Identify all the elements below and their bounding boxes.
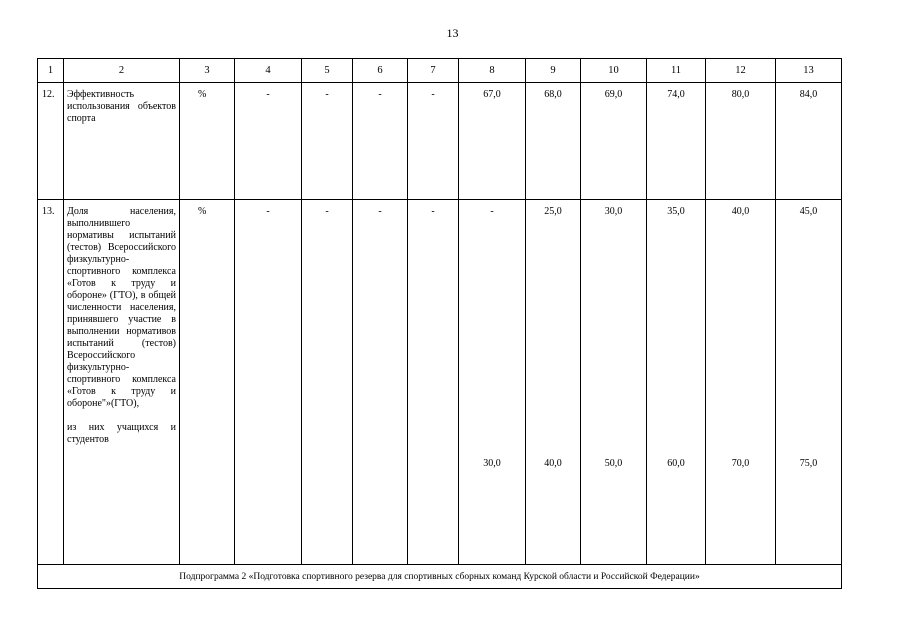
value-cell <box>776 200 842 565</box>
value-cell <box>526 200 581 565</box>
value-cell: 80,0 <box>706 83 776 200</box>
subprogram-title: Подпрограмма 2 «Подготовка спортивного резерва для спортивных сборных команд Курской области и Российской Федерации» <box>38 565 842 589</box>
value-cell: - <box>353 83 408 200</box>
value-cell <box>302 200 353 565</box>
value: 30,0 <box>604 206 623 217</box>
indicators-table <box>37 58 842 589</box>
table-row <box>38 200 842 565</box>
value: - <box>431 206 435 217</box>
value: - <box>490 206 494 217</box>
sub-value: 30,0 <box>483 458 501 469</box>
sub-value: 75,0 <box>799 458 818 469</box>
sub-value: 60,0 <box>667 458 685 469</box>
value-cell <box>408 200 459 565</box>
column-header: 1 <box>38 59 64 83</box>
indicator-description: Эффективность использования объектов спорта <box>64 83 180 200</box>
column-header: 12 <box>706 59 776 83</box>
value: 25,0 <box>544 206 562 217</box>
table-row <box>38 83 842 200</box>
value-cell <box>581 200 647 565</box>
value-cell: - <box>302 83 353 200</box>
value-cell: 67,0 <box>459 83 526 200</box>
page-number: 13 <box>446 26 459 40</box>
indicator-sub-description: из них учащихся и студентов <box>67 422 176 445</box>
value-cell: - <box>235 83 302 200</box>
row-number: 12. <box>38 83 64 200</box>
value: 40,0 <box>731 206 750 217</box>
value: - <box>378 206 382 217</box>
value-cell: 68,0 <box>526 83 581 200</box>
column-header: 4 <box>235 59 302 83</box>
column-header: 5 <box>302 59 353 83</box>
value: 45,0 <box>799 206 818 217</box>
unit-cell: % <box>180 83 235 200</box>
indicator-description-cell <box>64 200 180 565</box>
value-cell <box>353 200 408 565</box>
value: - <box>325 206 329 217</box>
row-number: 13. <box>38 200 64 565</box>
value-cell <box>459 200 526 565</box>
indicator-description: Доля населения, выполнившего нормативы испытаний (тестов) Всероссийского физкультурно-спортивного комплекса «Готов к труду и обороне» (ГТО), в общей численности населения, принявшего участие в выполнении нормативов испытаний (тестов) Всероссийского физкультурно-спортивного комплекса «Готов к труду и обороне"»(ГТО), <box>67 206 176 409</box>
sub-value: 50,0 <box>604 458 623 469</box>
value-cell: 74,0 <box>647 83 706 200</box>
table-header-row <box>38 59 842 83</box>
sub-value: 70,0 <box>731 458 750 469</box>
sub-value: 40,0 <box>544 458 562 469</box>
column-header: 13 <box>776 59 842 83</box>
value: - <box>266 206 270 217</box>
value-cell: 84,0 <box>776 83 842 200</box>
column-header: 7 <box>408 59 459 83</box>
value-cell <box>235 200 302 565</box>
value: 35,0 <box>667 206 685 217</box>
column-header: 11 <box>647 59 706 83</box>
value-cell: 69,0 <box>581 83 647 200</box>
column-header: 10 <box>581 59 647 83</box>
column-header: 9 <box>526 59 581 83</box>
column-header: 2 <box>64 59 180 83</box>
value-cell <box>706 200 776 565</box>
value-cell: - <box>408 83 459 200</box>
column-header: 6 <box>353 59 408 83</box>
unit-cell: % <box>180 200 235 565</box>
value-cell <box>647 200 706 565</box>
column-header: 8 <box>459 59 526 83</box>
column-header: 3 <box>180 59 235 83</box>
subprogram-row <box>38 565 842 589</box>
